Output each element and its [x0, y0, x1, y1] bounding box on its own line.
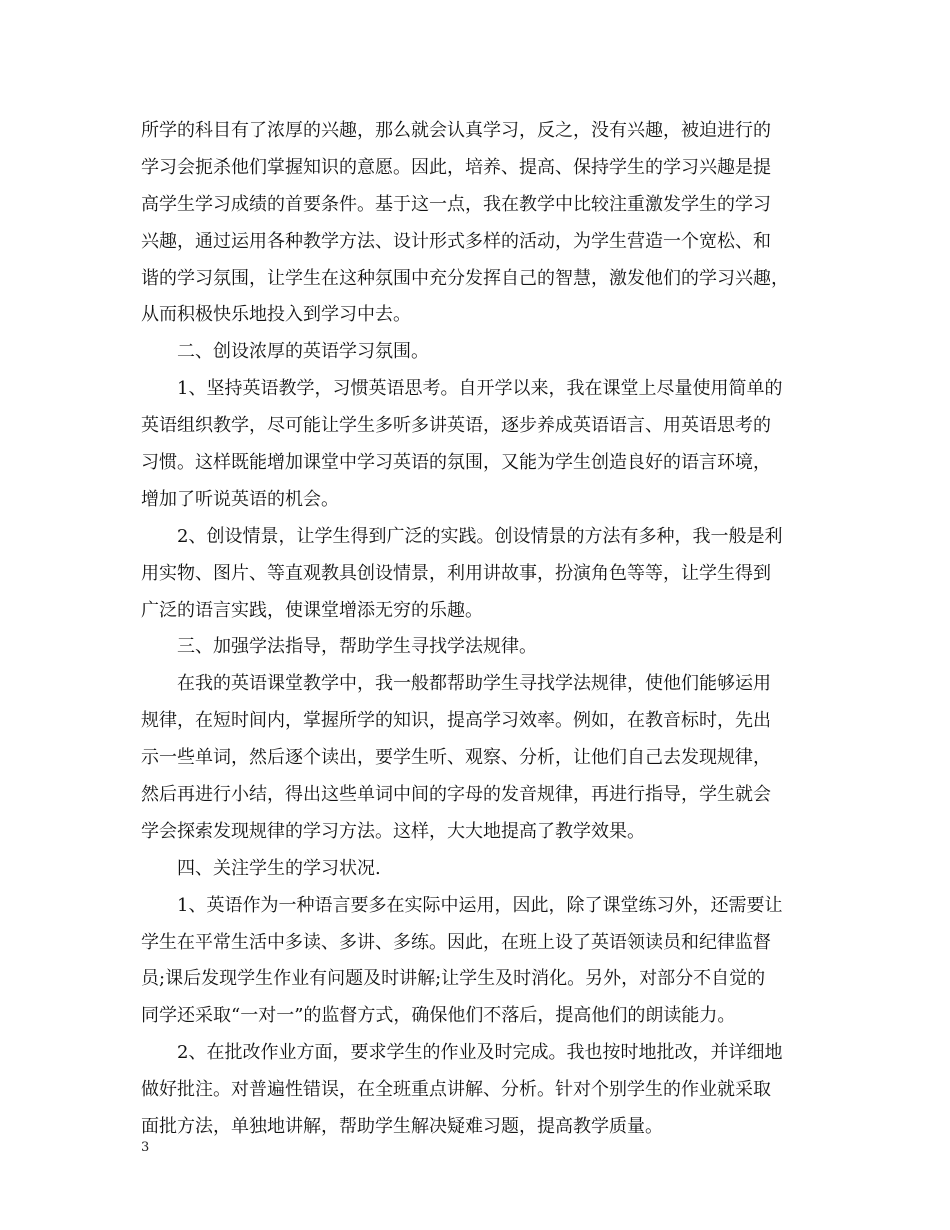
text-line: 示一些单词，然后逐个读出，要学生听、观察、分析，让他们自己去发现规律， — [141, 747, 771, 769]
text-line: 谐的学习氛围，让学生在这种氛围中充分发挥自己的智慧，激发他们的学习兴趣， — [141, 267, 789, 289]
text-line: 习惯。这样既能增加课堂中学习英语的氛围，又能为学生创造良好的语言环境， — [141, 452, 771, 474]
text-line: 广泛的语言实践，使课堂增添无穷的乐趣。 — [141, 599, 483, 621]
text-line: 面批方法，单独地讲解，帮助学生解决疑难习题，提高教学质量。 — [141, 1116, 663, 1138]
text-line: 1、坚持英语教学，习惯英语思考。自开学以来，我在课堂上尽量使用简单的 — [177, 378, 783, 400]
text-line: 2、在批改作业方面，要求学生的作业及时完成。我也按时地批改，并详细地 — [177, 1042, 783, 1064]
text-line: 同学还采取“一对一”的监督方式，确保他们不落后，提高他们的朗读能力。 — [141, 1005, 736, 1027]
body-text — [141, 113, 821, 1146]
text-line: 三、加强学法指导，帮助学生寻找学法规律。 — [177, 636, 537, 658]
text-line: 员;课后发现学生作业有问题及时讲解;让学生及时消化。另外，对部分不自觉的 — [141, 968, 766, 990]
text-line: 2、创设情景，让学生得到广泛的实践。创设情景的方法有多种，我一般是利 — [177, 525, 783, 547]
text-line: 学生在平常生活中多读、多讲、多练。因此，在班上设了英语领读员和纪律监督 — [141, 931, 771, 953]
text-line: 学习会扼杀他们掌握知识的意愿。因此，培养、提高、保持学生的学习兴趣是提 — [141, 156, 771, 178]
text-line: 增加了听说英语的机会。 — [141, 488, 339, 510]
text-line: 学会探索发现规律的学习方法。这样，大大地提高了教学效果。 — [141, 820, 645, 842]
text-line: 用实物、图片、等直观教具创设情景，利用讲故事，扮演角色等等，让学生得到 — [141, 562, 771, 584]
text-line: 英语组织教学，尽可能让学生多听多讲英语，逐步养成英语语言、用英语思考的 — [141, 415, 771, 437]
text-line: 1、英语作为一种语言要多在实际中运用，因此，除了课堂练习外，还需要让 — [177, 894, 783, 916]
page-number: 3 — [141, 1140, 150, 1155]
text-line: 所学的科目有了浓厚的兴趣，那么就会认真学习，反之，没有兴趣，被迫进行的 — [141, 120, 771, 141]
text-line: 高学生学习成绩的首要条件。基于这一点，我在教学中比较注重激发学生的学习 — [141, 193, 771, 215]
text-line: 兴趣，通过运用各种教学方法、设计形式多样的活动，为学生营造一个宽松、和 — [141, 230, 771, 252]
text-line: 四、关注学生的学习状况. — [177, 857, 381, 879]
text-line: 二、创设浓厚的英语学习氛围。 — [177, 341, 429, 363]
text-line: 然后再进行小结，得出这些单词中间的字母的发音规律，再进行指导，学生就会 — [141, 784, 771, 806]
text-line: 规律，在短时间内，掌握所学的知识，提高学习效率。例如，在教音标时，先出 — [141, 710, 771, 732]
text-line: 从而积极快乐地投入到学习中去。 — [141, 304, 411, 326]
text-line: 在我的英语课堂教学中，我一般都帮助学生寻找学法规律，使他们能够运用 — [177, 673, 771, 695]
text-line: 做好批注。对普遍性错误，在全班重点讲解、分析。针对个别学生的作业就采取 — [141, 1079, 771, 1101]
